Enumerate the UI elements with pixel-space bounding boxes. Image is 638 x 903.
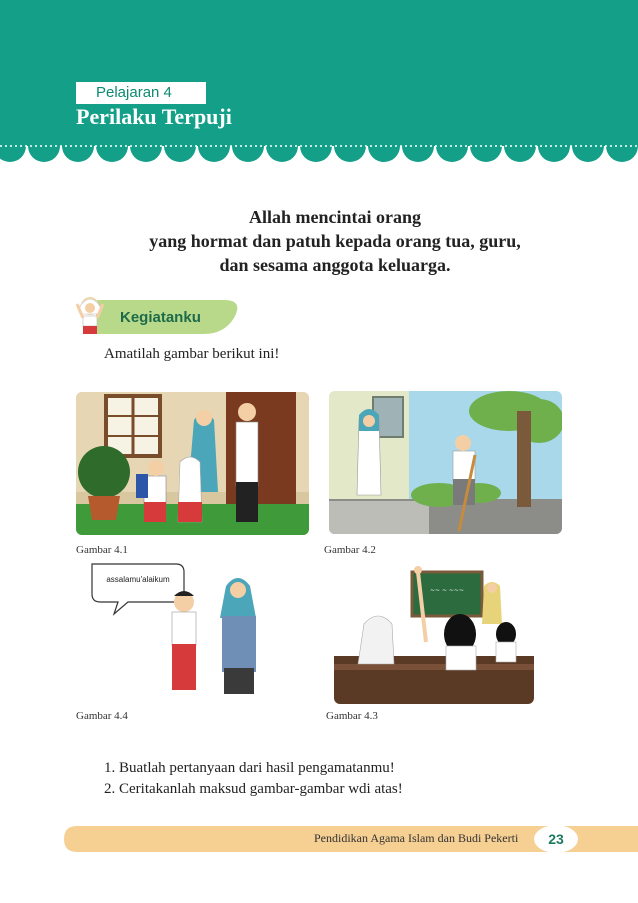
figure-students-cleaning-yard (329, 391, 562, 534)
question-list (104, 758, 403, 800)
question-item: 2. Ceritakanlah maksud gambar-gambar wdi atas! (104, 781, 403, 797)
question-item: 1. Buatlah pertanyaan dari hasil pengamatanmu! (104, 760, 395, 776)
speech-bubble-text: assalamu'alaikum (106, 575, 170, 584)
lesson-number-label: Pelajaran 4 (76, 82, 206, 104)
figure-caption: Gambar 4.3 (326, 710, 378, 722)
page-number: 23 (548, 831, 564, 847)
figure-caption: Gambar 4.4 (76, 710, 128, 722)
activity-label: Kegiatanku (120, 309, 201, 326)
motto-line-3: dan sesama anggota keluarga. (219, 255, 451, 275)
figure-students-greeting-parents (76, 392, 309, 535)
activity-instruction: Amatilah gambar berikut ini! (104, 346, 280, 362)
figure-classroom-students (334, 560, 534, 704)
figure-student-greets-teacher (88, 558, 298, 703)
lesson-title: Perilaku Terpuji (76, 104, 232, 129)
lesson-motto (90, 205, 580, 277)
footer-book-title: Pendidikan Agama Islam dan Budi Pekerti (314, 831, 519, 845)
figure-caption: Gambar 4.1 (76, 544, 128, 556)
motto-line-1: Allah mencintai orang (248, 207, 421, 227)
motto-line-2: yang hormat dan patuh kepada orang tua, guru, (149, 231, 521, 251)
svg-text:~~ ~ ~~~: ~~ ~ ~~~ (430, 587, 464, 594)
figure-caption: Gambar 4.2 (324, 544, 376, 556)
